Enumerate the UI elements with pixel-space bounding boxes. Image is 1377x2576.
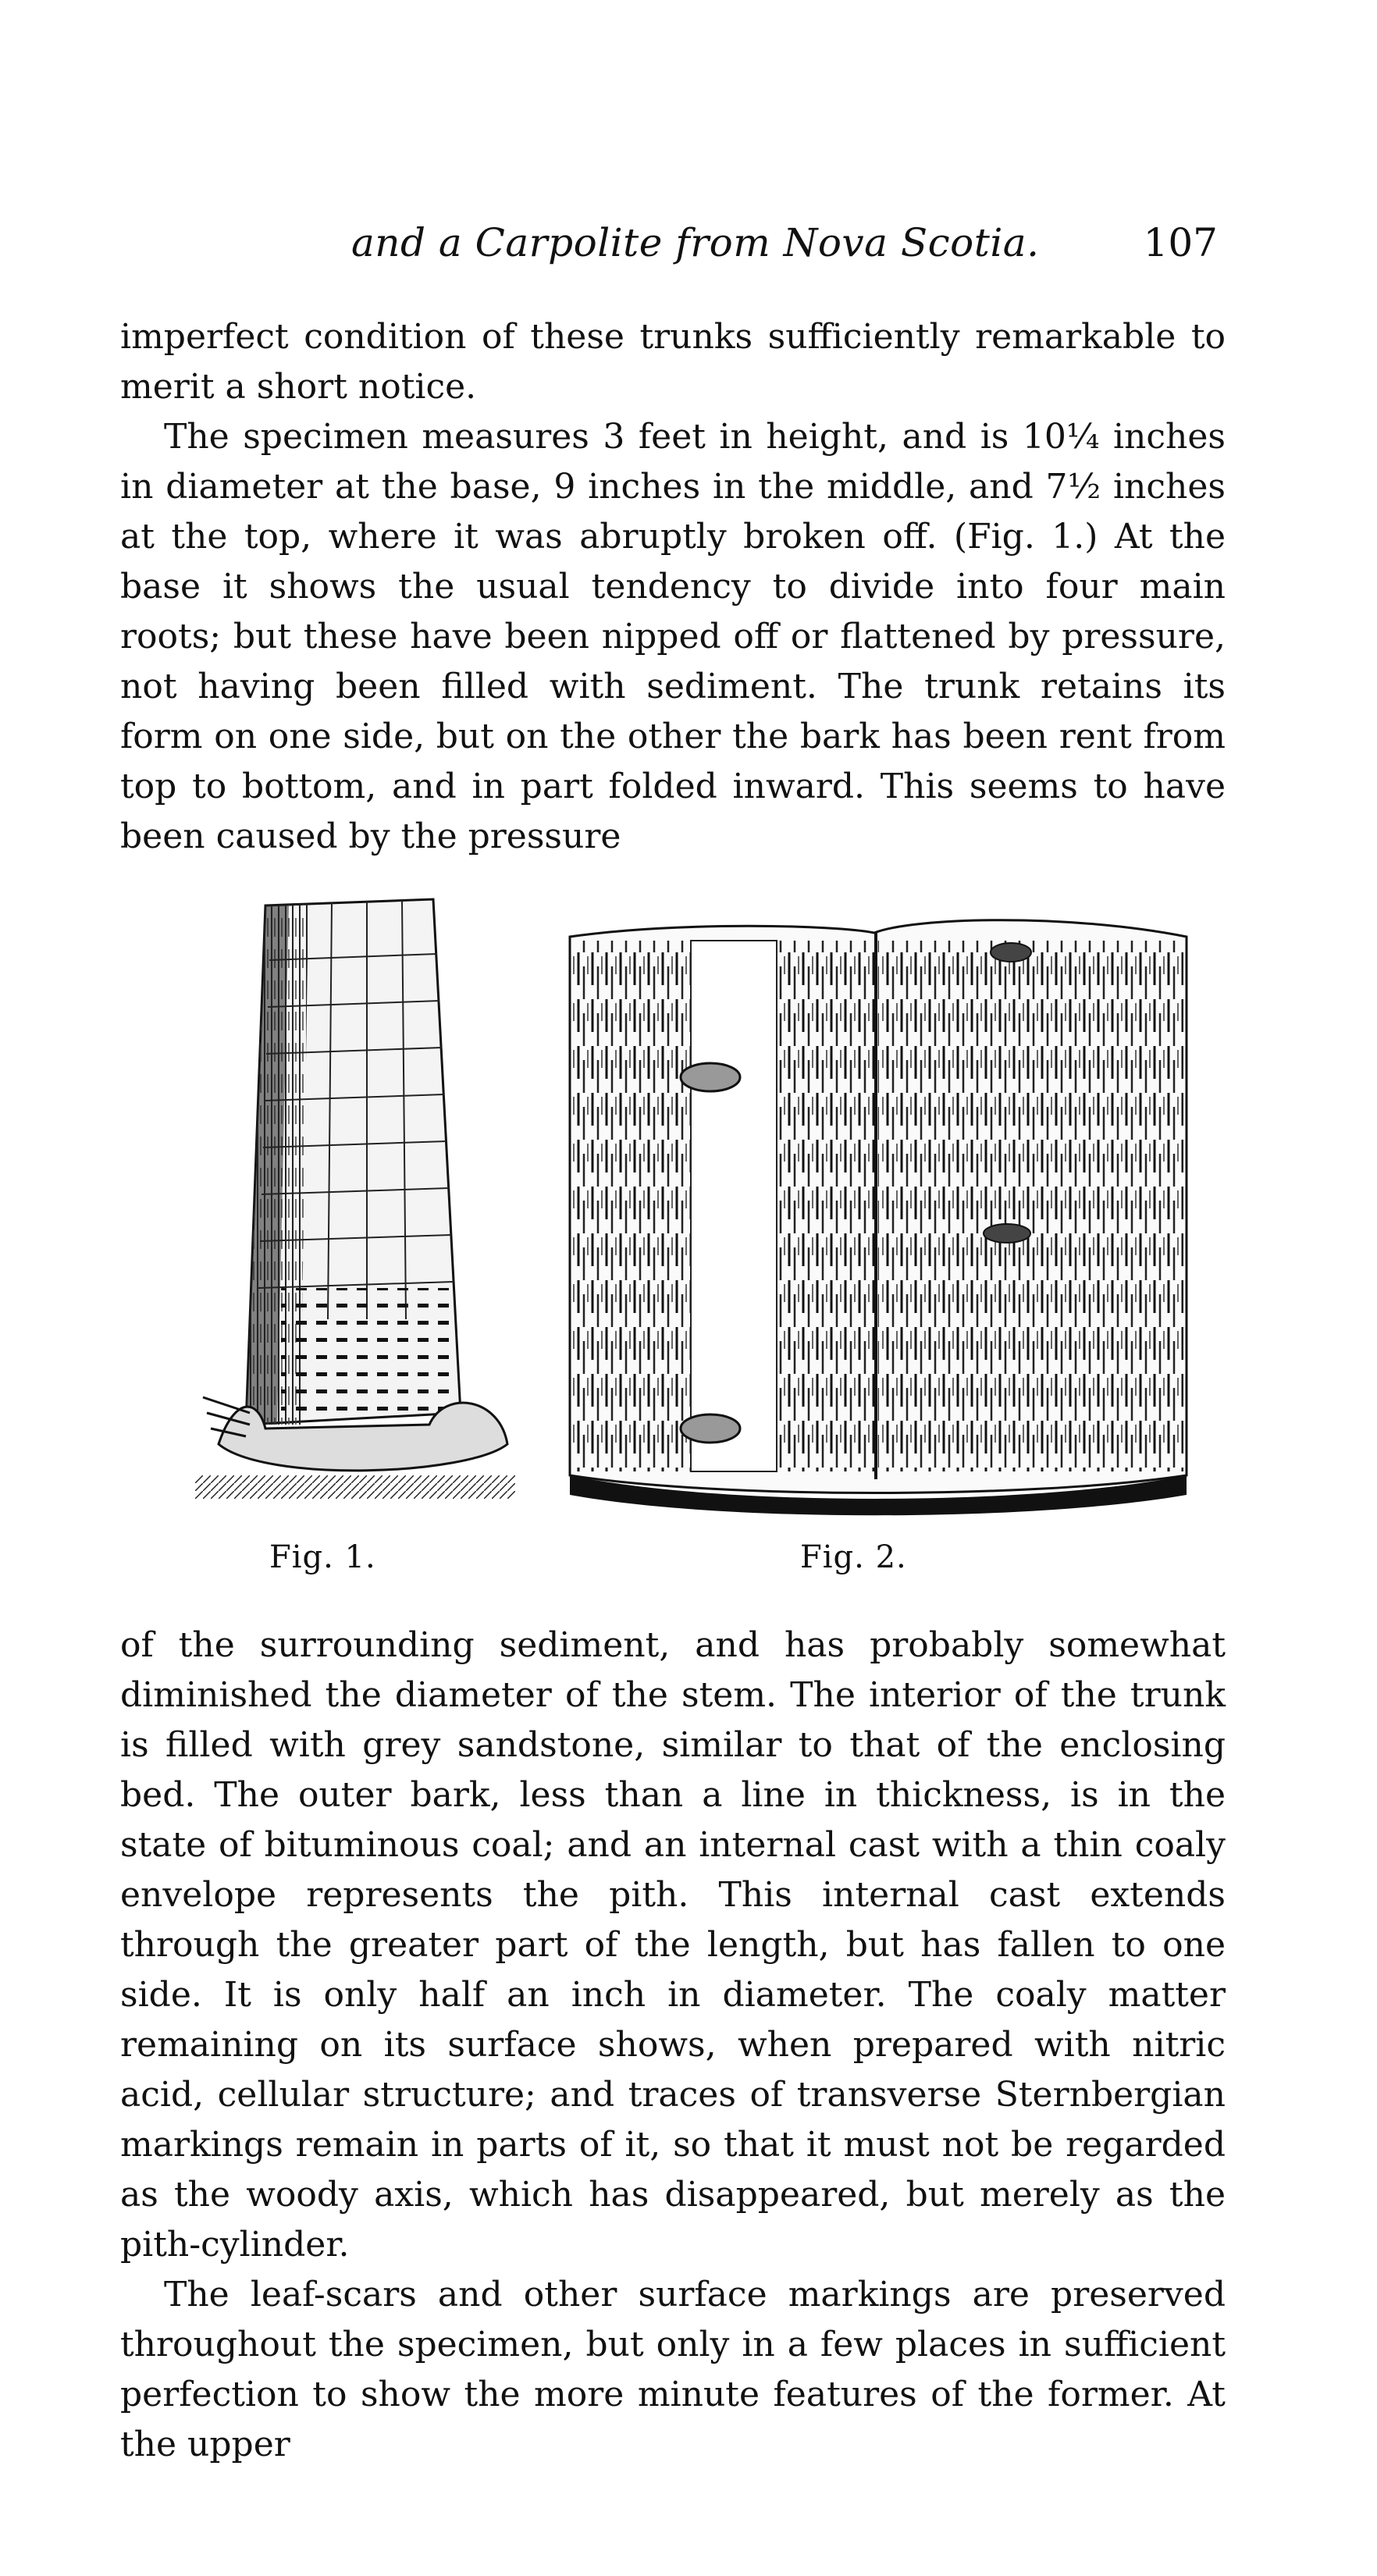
- fossil-trunk-icon: [172, 851, 539, 1522]
- running-title: and a Carpolite from Nova Scotia.: [351, 220, 1040, 265]
- running-head: [117, 220, 1226, 275]
- figure-plate: [117, 851, 1226, 1585]
- page-number: 107: [1143, 220, 1218, 265]
- paragraph: of the surrounding sediment, and has probably somewhat diminished the diameter of the stem. The interior of the trunk is filled with grey sandstone, similar to that of the enclosing bed. The outer bark, less than a line in thickness, is in the state of bituminous coal; and an internal cast with a thin coaly envelope represents the pith. This internal cast extends through the greater part of the length, but has fallen to one side. It is only half an inch in diameter. The coaly matter remaining on its surface shows, when prepared with nitric acid, cellular structure; and traces of transverse Sternbergian markings remain in parts of it, so that it must not be regarded as the woody axis, which has disappeared, but merely as the pith-cylinder.: [120, 1625, 1226, 2265]
- paragraph: imperfect condition of these trunks sufficiently remarkable to merit a short notice.: [120, 317, 1226, 407]
- figure-caption: Fig. 1.: [269, 1539, 376, 1575]
- paragraph: The specimen measures 3 feet in height, and is 10¼ inches in diameter at the base, 9 inches in the middle, and 7½ inches at the top, where it was abruptly broken off. (Fig. 1.) At the base it shows the usual tendency to divide into four main roots; but these have been nipped off or flattened by pressure, not having been filled with sediment. The trunk retains its form on one side, but on the other the bark has been rent from top to bottom, and in part folded inward. This seems to have been caused by the pressure: [120, 417, 1226, 856]
- figure-caption: Fig. 2.: [800, 1539, 907, 1575]
- paragraph: The leaf-scars and other surface markings are preserved throughout the specimen, but only in a few places in sufficient perfection to show the more minute features of the former. At the upper: [120, 2275, 1226, 2464]
- bark-surface-icon: [562, 906, 1194, 1522]
- body-text-bottom: [120, 1621, 1226, 2470]
- body-text-top: [120, 312, 1226, 862]
